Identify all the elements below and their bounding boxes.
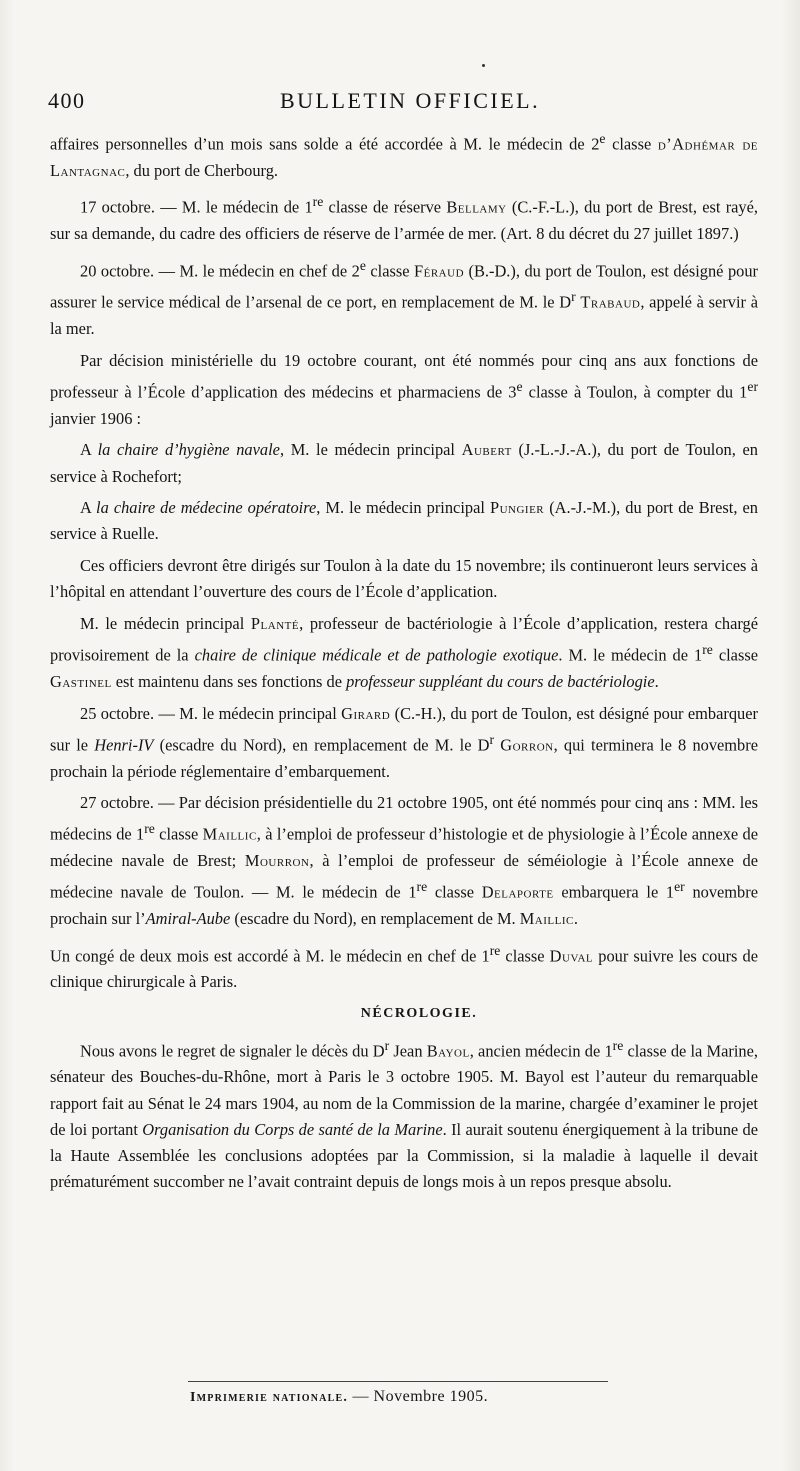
italic-text: professeur suppléant du cours de bactériologie — [346, 671, 655, 691]
person-name: Bayol — [426, 1041, 470, 1061]
text: , M. le médecin principal — [316, 498, 490, 518]
print-speck — [482, 64, 485, 67]
text: novembre prochain sur l’ — [50, 882, 758, 928]
text: classe de réserve — [323, 197, 447, 217]
person-name: Gorron — [500, 735, 554, 755]
text: 25 octobre. — M. le médecin principal — [80, 703, 342, 723]
text: (escadre du Nord), en remplacement de M. le D — [153, 735, 490, 755]
paragraph-11 — [50, 938, 758, 996]
text: classe — [500, 946, 550, 966]
paragraph-4 — [50, 348, 758, 432]
text: . Il aurait soutenu énergiquement à la tribune de la Haute Assemblée les conclusions adoptées par la Commission, si la maladie à laquelle il devait prématurément succomber ne l’avait contraint depuis de longs mois à un repos presque absolu. — [50, 1119, 758, 1192]
person-name: Maillic — [519, 909, 574, 928]
superscript: re — [612, 1037, 624, 1053]
person-name: Pungier — [489, 498, 545, 518]
text: (C.-F.-L.), du port de Brest, est rayé, sur sa demande, du cadre des officiers de réserve de l’armée de mer. (Art. 8 du décret du 27 juillet 1897.) — [50, 197, 758, 244]
ship-name: Amiral-Aube — [145, 909, 231, 928]
text: (escadre du Nord), en remplacement de M. — [230, 909, 520, 928]
text: , qui terminera le 8 novembre prochain la période réglementaire d’embarquement. — [50, 735, 758, 781]
text: classe — [365, 261, 415, 281]
paragraph-8 — [50, 611, 758, 695]
person-name: Delaporte — [481, 882, 554, 902]
superscript: e — [516, 379, 523, 394]
text: (J.-L.-J.-A.), du port de Toulon, en service à Rochefort; — [50, 440, 758, 486]
text: , à l’emploi de professeur d’histologie et de physiologie à l’École annexe de médecine navale de Brest; — [50, 824, 758, 871]
italic-text: la chaire de médecine opératoire — [96, 498, 317, 518]
text: est maintenu dans ses fonctions de — [111, 671, 347, 691]
paragraph-1 — [50, 126, 758, 184]
printer-name: Imprimerie nationale. — [190, 1390, 349, 1405]
paragraph-9 — [50, 701, 758, 785]
running-title: BULLETIN OFFICIEL. — [280, 88, 541, 113]
text: Jean — [389, 1041, 427, 1061]
text: Ces officiers devront être dirigés sur Toulon à la date du 15 novembre; ils continueront leurs services à l’hôpital en attendant l’ouverture des cours de l’École d’application. — [50, 556, 758, 602]
superscript: er — [747, 379, 758, 394]
text: (C.-H.), du port de Toulon, est désigné pour embarquer sur le — [50, 703, 758, 755]
text: classe — [427, 882, 482, 902]
text: classe à Toulon, à compter du 1 — [522, 382, 748, 402]
superscript: re — [702, 642, 713, 658]
paragraph-6 — [50, 495, 758, 547]
text: classe — [605, 134, 658, 154]
page-header — [48, 88, 768, 120]
text: A — [80, 440, 98, 460]
text: A — [80, 498, 97, 518]
text: Par décision ministérielle du 19 octobre courant, ont été nommés pour cinq ans aux fonctions de professeur à l’École d’application des médecins et pharmaciens de 3 — [50, 350, 758, 402]
text: (A.-J.-M.), du port de Brest, en service à Ruelle. — [50, 498, 758, 544]
superscript: e — [359, 257, 366, 273]
paragraph-12 — [50, 1033, 758, 1196]
text: , M. le médecin principal — [279, 440, 462, 460]
text: affaires personnelles d’un mois sans solde a été accordée à M. le médecin de 2 — [50, 134, 600, 154]
section-heading: NÉCROLOGIE. — [360, 1006, 478, 1022]
print-date: — Novembre 1905. — [348, 1388, 489, 1405]
person-name: Planté — [250, 614, 300, 634]
paragraph-3 — [50, 253, 758, 343]
page-number: 400 — [48, 88, 86, 113]
superscript: r — [489, 731, 495, 747]
text: . — [573, 909, 578, 928]
person-name: Féraud — [414, 261, 465, 281]
text: M. le médecin principal — [80, 614, 251, 634]
text: . — [654, 671, 659, 691]
paragraph-7 — [50, 553, 758, 605]
person-name: Maillic — [202, 824, 257, 844]
superscript: re — [144, 821, 155, 837]
text: 20 octobre. — M. le médecin en chef de 2 — [80, 261, 360, 281]
text: , à l’emploi de professeur de séméiologie à l’École annexe de médecine navale de Toulon. — M. le médecin de 1 — [50, 851, 759, 902]
superscript: e — [599, 131, 606, 146]
text: (B.-D.), du port de Toulon, est désigné pour assurer le service médical de l’arsenal de ce port, en remplacement de M. le D — [50, 261, 758, 312]
person-name: d’Adhémar de Lantagnac — [50, 134, 758, 180]
superscript: re — [416, 879, 428, 895]
page-body — [50, 126, 758, 1201]
text: classe — [712, 645, 758, 665]
superscript: r — [571, 289, 576, 305]
person-name: Bellamy — [446, 197, 507, 217]
superscript: re — [489, 942, 501, 958]
italic-text: chaire de clinique médicale et de pathologie exotique — [194, 645, 559, 665]
footer-rule — [188, 1381, 608, 1382]
text: , du port de Cherbourg. — [125, 160, 279, 180]
person-name: Girard — [341, 703, 391, 723]
person-name: Mourron — [244, 851, 310, 871]
text: , appelé à servir à la mer. — [50, 292, 758, 339]
text: embarquera le 1 — [553, 882, 675, 902]
italic-text: la chaire d’hygiène navale — [97, 440, 280, 460]
person-name: Duval — [549, 946, 594, 966]
superscript: er — [674, 879, 685, 895]
superscript: re — [312, 194, 324, 210]
paragraph-2 — [50, 189, 758, 247]
paragraph-10 — [50, 790, 758, 932]
text: 27 octobre. — Par décision présidentielle du 21 octobre 1905, ont été nommés pour cinq ans : MM. les médecins de 1 — [50, 793, 758, 844]
text: Nous avons le regret de signaler le décès du D — [80, 1041, 385, 1061]
person-name: Aubert — [461, 440, 512, 460]
text: classe — [154, 824, 203, 844]
ship-name: Henri-IV — [94, 735, 154, 755]
printer-imprint — [190, 1388, 610, 1406]
text: . M. le médecin de 1 — [558, 645, 703, 665]
person-name: Gastinel — [50, 671, 112, 691]
text: 17 octobre. — M. le médecin de 1 — [80, 197, 313, 217]
superscript: r — [384, 1037, 390, 1053]
text: , ancien médecin de 1 — [469, 1041, 613, 1061]
person-name: Trabaud — [580, 292, 641, 312]
text: Un congé de deux mois est accordé à M. le médecin en chef de 1 — [50, 946, 490, 966]
text: , professeur de bactériologie à l’École d’application, restera chargé provisoirement de la — [50, 614, 758, 665]
text: janvier 1906 : — [50, 408, 142, 428]
paragraph-5 — [50, 437, 758, 489]
text: pour suivre les cours de clinique chirurgicale à Paris. — [50, 946, 758, 992]
text: classe de la Marine, sénateur des Bouches-du-Rhône, mort à Paris le 3 octobre 1905. M. Bayol est l’auteur du remarquable rapport fait au Sénat le 24 mars 1904, au nom de la Commission de la marine, chargée d’examiner le projet de loi portant — [50, 1041, 758, 1139]
italic-text: Organisation du Corps de santé de la Marine — [142, 1119, 443, 1139]
